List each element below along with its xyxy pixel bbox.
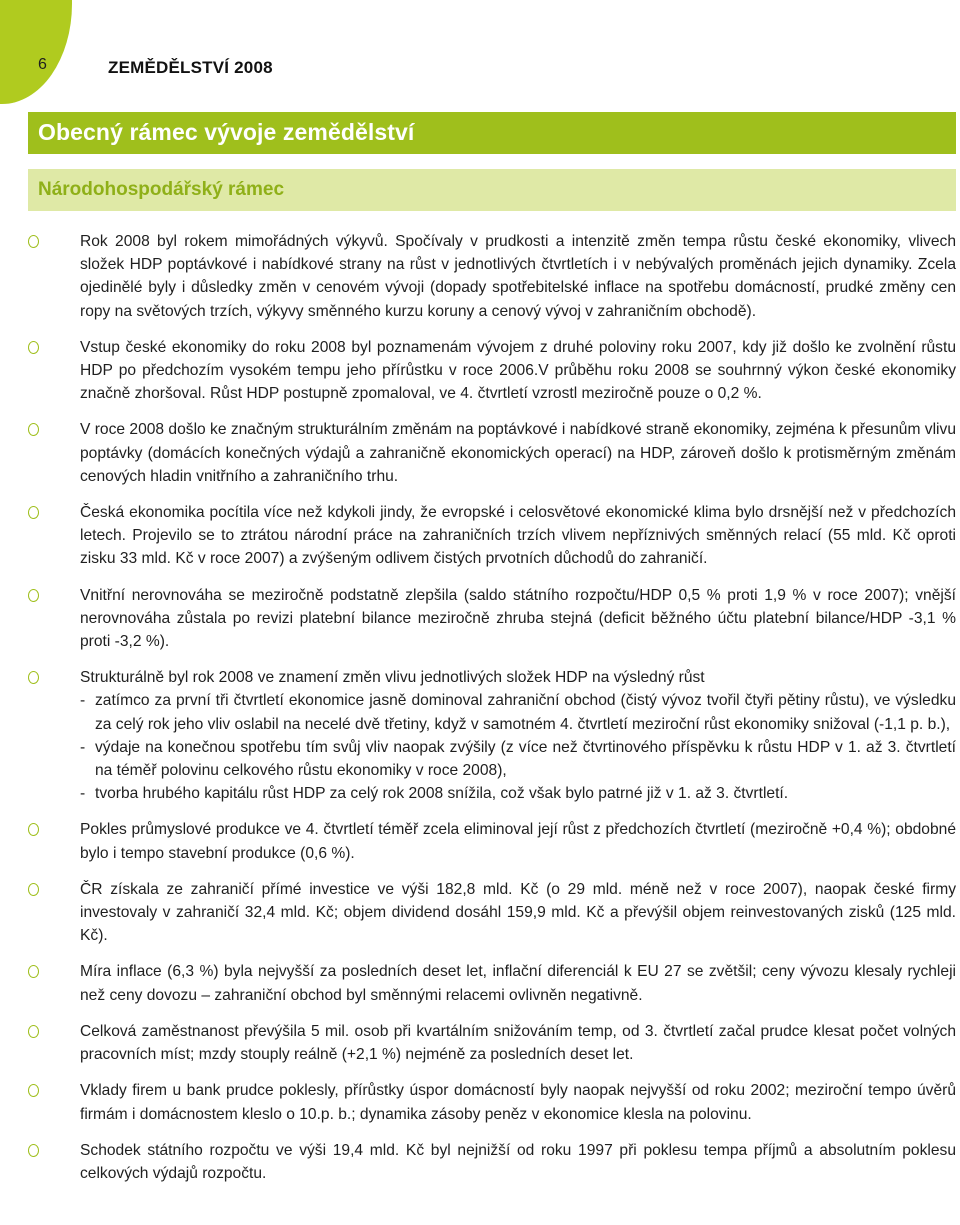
paragraph-1 bbox=[28, 230, 956, 323]
list-item-text: zatímco za první tři čtvrtletí ekonomice jasně dominoval zahraniční obchod (čistý vývoz tvořil čtyři pětiny růstu), ve výsledku za celý rok jeho vliv oslabil na necelé dvě třetiny, když v samotném 4. čtvrtletí meziroční růst ekonomiky snižoval (-1,1 p. b.), bbox=[95, 692, 956, 733]
paragraph-3 bbox=[28, 418, 956, 488]
page-tab bbox=[0, 0, 72, 104]
structural-intro: Strukturálně byl rok 2008 ve znamení změn vlivu jednotlivých složek HDP na výsledný růst bbox=[80, 669, 705, 687]
running-title: ZEMĚDĚLSTVÍ 2008 bbox=[108, 58, 273, 77]
paragraph-text: Celková zaměstnanost převýšila 5 mil. osob při kvartálním snižováním temp, od 3. čtvrtletí začal prudce klesat počet volných pracovních míst; mzdy stouply reálně (+2,1 %) nejméně za posledních deset let. bbox=[80, 1022, 956, 1064]
list-item bbox=[80, 782, 956, 805]
paragraph-8 bbox=[28, 878, 956, 948]
dash-marker: - bbox=[80, 785, 86, 803]
paragraph-text: ČR získala ze zahraničí přímé investice ve výši 182,8 mld. Kč (o 29 mld. méně než v roce 2007), naopak české firmy investovaly v zahraničí 32,4 mld. Kč; objem dividend dosáhl 159,9 mld. Kč a převýšil objem reinvestovaných zisků (125 mld. Kč). bbox=[80, 880, 956, 945]
section-title: Obecný rámec vývoje zemědělství bbox=[38, 119, 415, 145]
paragraph-structural bbox=[28, 666, 956, 805]
dash-marker: - bbox=[80, 692, 86, 710]
body-content bbox=[28, 230, 956, 1198]
circle-bullet-icon bbox=[28, 883, 39, 896]
paragraph-text: Schodek státního rozpočtu ve výši 19,4 mld. Kč byl nejnižší od roku 1997 při poklesu tempa příjmů a absolutním poklesu celkových výdajů rozpočtu. bbox=[80, 1141, 956, 1182]
paragraph-5 bbox=[28, 584, 956, 654]
paragraph-text: V roce 2008 došlo ke značným strukturálním změnám na poptávkové i nabídkové straně ekonomiky, zejména k přesunům vlivu poptávky (domácích konečných výdajů a zahraničně ekonomických operací) na HDP, zároveň došlo k protisměrným změnám cenových hladin vnitřního a zahraničního trhu. bbox=[80, 421, 956, 485]
page-number: 6 bbox=[38, 56, 47, 73]
circle-bullet-icon bbox=[28, 1144, 39, 1157]
circle-bullet-icon bbox=[28, 823, 39, 836]
subsection-title-band bbox=[28, 169, 956, 211]
list-item-text: tvorba hrubého kapitálu růst HDP za celý rok 2008 snížila, což však bylo patrné již v 1. až 3. čtvrtletí. bbox=[95, 785, 789, 803]
circle-bullet-icon bbox=[28, 423, 39, 436]
subsection-title: Národohospodářský rámec bbox=[38, 179, 285, 200]
circle-bullet-icon bbox=[28, 235, 39, 248]
dash-marker: - bbox=[80, 738, 86, 756]
paragraph-2 bbox=[28, 336, 956, 406]
paragraph-text: Pokles průmyslové produkce ve 4. čtvrtletí téměř zcela eliminoval její růst z předchozích čtvrtletí (meziročně +0,4 %); obdobné bylo i tempo stavební produkce (0,6 %). bbox=[80, 821, 956, 862]
list-item bbox=[80, 736, 956, 782]
paragraph-7 bbox=[28, 818, 956, 864]
paragraph-text: Rok 2008 byl rokem mimořádných výkyvů. Spočívaly v prudkosti a intenzitě změn tempa růstu české ekonomiky, vlivech složek HDP poptávkové i nabídkové strany na růst v jednotlivých čtvrtletích i v nebývalých proměnách jejich dynamiky. Zcela ojedinělé byly i důsledky změn v cenovém vývoji (dopady spotřebitelské inflace na spotřebu domácností, prudké změny cen ropy na světových trzích, výkyvy směnného kurzu koruny a cenový vývoj v zahraničním obchodě). bbox=[80, 233, 956, 320]
paragraph-text: Vnitřní nerovnováha se meziročně podstatně zlepšila (saldo státního rozpočtu/HDP 0,5 % proti 1,9 % v roce 2007); vnější nerovnováha zůstala po revizi platební bilance meziročně zhruba stejná (deficit běžného účtu platební bilance/HDP -3,1 % proti -3,2 %). bbox=[80, 586, 956, 651]
paragraph-text: Česká ekonomika pocítila více než kdykoli jindy, že evropské i celosvětové ekonomické klima bylo drsnější než v předchozích letech. Projevilo se to ztrátou národní práce na zahraničních trzích vlivem nepříznivých směnných relací (55 mld. Kč oproti zisku 33 mld. Kč v roce 2007) a zvýšeným odlivem čistých prvotních důchodů do zahraničí. bbox=[80, 504, 956, 568]
circle-bullet-icon bbox=[28, 589, 39, 602]
circle-bullet-icon bbox=[28, 506, 39, 519]
paragraph-12 bbox=[28, 1139, 956, 1185]
list-item-text: výdaje na konečnou spotřebu tím svůj vliv naopak zvýšily (z více než čtvrtinového příspěvku k růstu HDP v 1. až 3. čtvrtletí na téměř polovinu celkového růstu ekonomiky v roce 2008), bbox=[95, 738, 956, 780]
circle-bullet-icon bbox=[28, 341, 39, 354]
structural-list bbox=[80, 689, 956, 805]
list-item bbox=[80, 689, 956, 735]
circle-bullet-icon bbox=[28, 1025, 39, 1038]
circle-bullet-icon bbox=[28, 1084, 39, 1097]
paragraph-11 bbox=[28, 1079, 956, 1125]
paragraph-text: Míra inflace (6,3 %) byla nejvyšší za posledních deset let, inflační diferenciál k EU 27 se zvětšil; ceny vývozu klesaly rychleji než ceny dovozu – zahraniční obchod byl směnnými relacemi ovlivněn negativně. bbox=[80, 963, 956, 1004]
circle-bullet-icon bbox=[28, 965, 39, 978]
section-title-band bbox=[28, 112, 956, 154]
paragraph-9 bbox=[28, 960, 956, 1006]
paragraph-text: Vstup české ekonomiky do roku 2008 byl poznamenám vývojem z druhé poloviny roku 2007, kdy již došlo ke zvolnění růstu HDP po předchozím vysokém tempu jeho přírůstku v roce 2006.V průběhu roku 2008 se souhrnný výkon české ekonomiky značně zhoršoval. Růst HDP postupně zpomaloval, ve 4. čtvrtletí vzrostl meziročně pouze o 0,2 %. bbox=[80, 338, 956, 403]
paragraph-4 bbox=[28, 501, 956, 571]
circle-bullet-icon bbox=[28, 671, 39, 684]
paragraph-text: Vklady firem u bank prudce poklesly, přírůstky úspor domácností byly naopak nejvyšší od roku 2002; meziroční tempo úvěrů firmám i domácnostem kleslo o 10.p. b.; dynamika zásoby peněz v ekonomice klesla na polovinu. bbox=[80, 1082, 956, 1123]
paragraph-10 bbox=[28, 1020, 956, 1066]
